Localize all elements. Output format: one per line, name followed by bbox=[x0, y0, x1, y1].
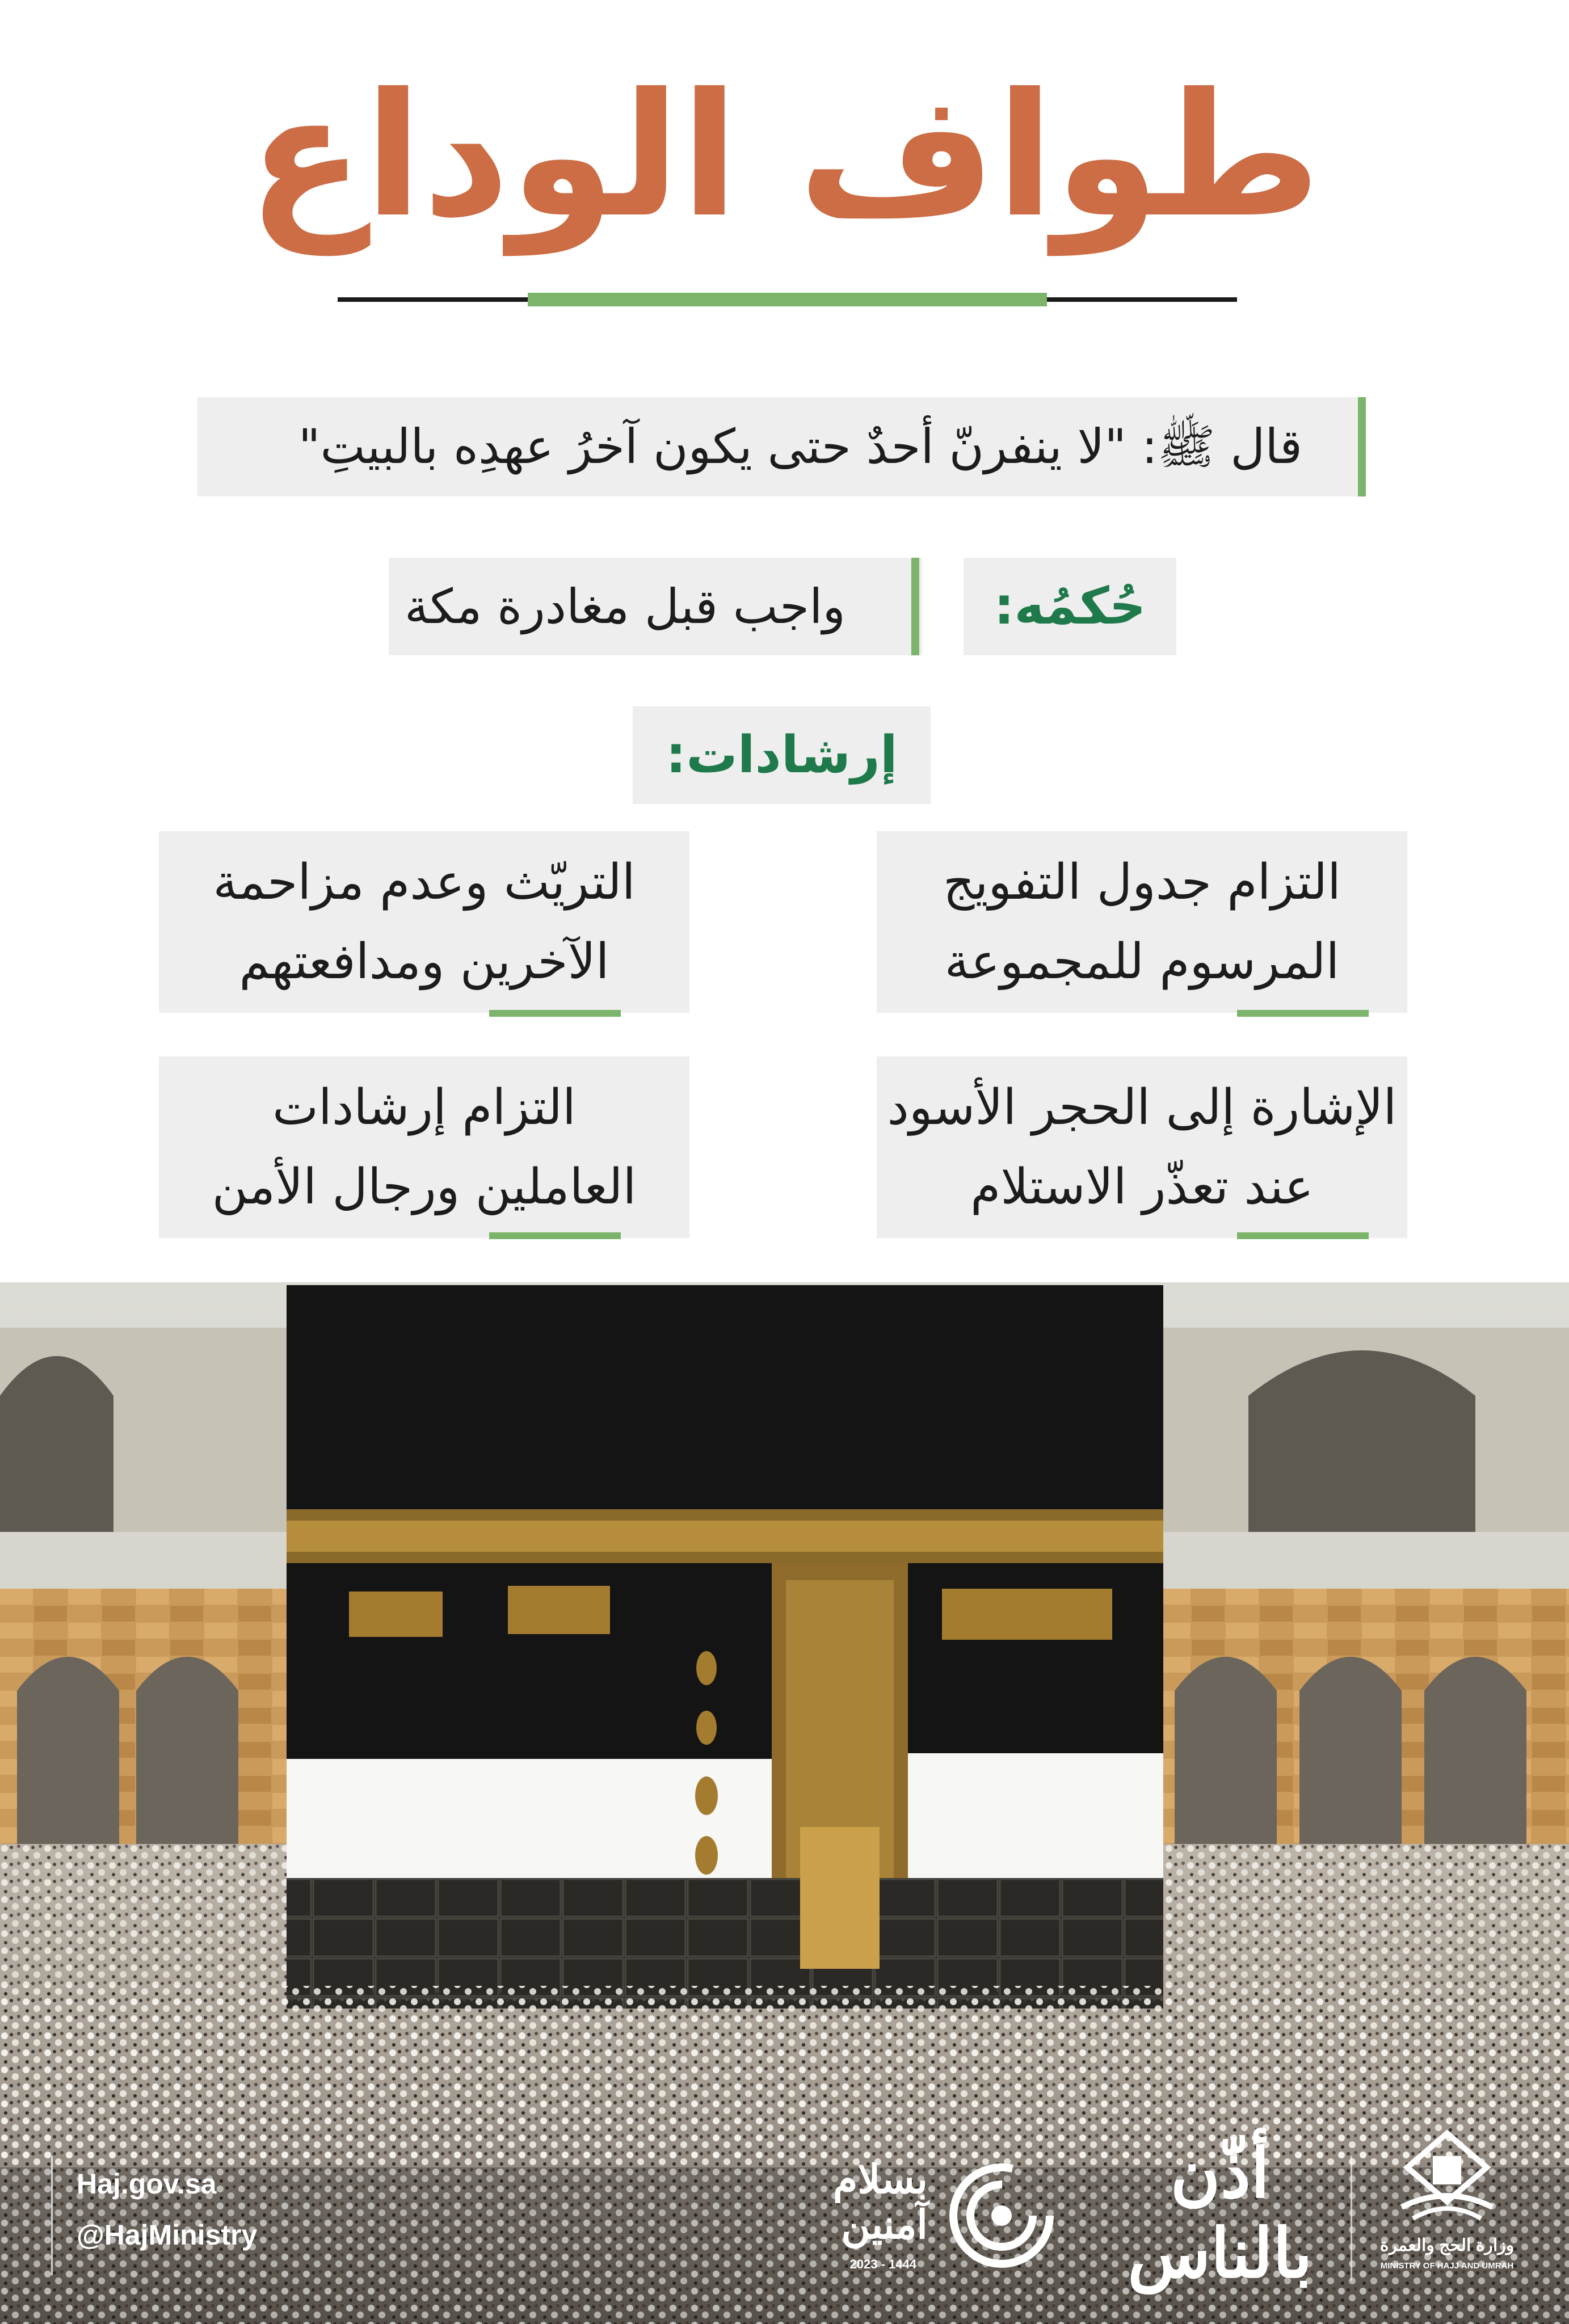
card-underline bbox=[489, 1232, 621, 1239]
card-underline bbox=[1237, 1010, 1369, 1017]
slogan-calligraphy: أذّن بالناس bbox=[1128, 2133, 1313, 2293]
ministry-logo bbox=[1362, 2128, 1532, 2292]
website-link[interactable]: Haj.gov.sa bbox=[77, 2168, 217, 2200]
guidance-card-line: الآخرين ومدافعتهم bbox=[239, 933, 609, 990]
card-underline bbox=[1237, 1232, 1369, 1239]
ministry-logo-icon bbox=[1390, 2128, 1504, 2224]
campaign-swirl-icon bbox=[945, 2159, 1058, 2272]
guidance-card bbox=[877, 831, 1407, 1013]
campaign-years: 2023 - 1444 bbox=[849, 2257, 916, 2271]
campaign-logo bbox=[792, 2156, 1058, 2281]
guidance-card-line: التزام جدول التفويج bbox=[943, 854, 1341, 911]
ministry-name-en: MINISTRY OF HAJJ AND UMRAH bbox=[1380, 2261, 1514, 2271]
campaign-line: آمنين bbox=[841, 2203, 928, 2247]
kaaba-photo bbox=[0, 1282, 1569, 2324]
guidance-card-line: عند تعذّر الاستلام bbox=[970, 1159, 1314, 1215]
card-underline bbox=[489, 1010, 621, 1017]
hadith-quote: قال ﷺ: "لا ينفرنّ أحدٌ حتى يكون آخرُ عهدِه بالبيتِ" bbox=[197, 397, 1365, 496]
campaign-line: بسلام bbox=[832, 2157, 928, 2201]
ruling-value: واجب قبل مغادرة مكة bbox=[389, 558, 922, 655]
ruling-accent-bar bbox=[911, 558, 919, 655]
guidance-card bbox=[877, 1056, 1407, 1238]
footer-divider bbox=[51, 2156, 53, 2275]
guidance-card-line: التزام إرشادات bbox=[272, 1079, 576, 1136]
title-divider-accent bbox=[528, 293, 1047, 306]
ministry-name-ar: وزارة الحج والعمرة bbox=[1379, 2236, 1515, 2255]
quote-accent-bar bbox=[1358, 397, 1366, 496]
ruling-label: حُكمُه: bbox=[964, 558, 1176, 655]
guidance-card-line: المرسوم للمجموعة bbox=[944, 933, 1340, 990]
social-handle[interactable]: @HajMinistry bbox=[77, 2219, 258, 2251]
guidance-card-line: العاملين ورجال الأمن bbox=[212, 1159, 637, 1215]
guidance-card bbox=[159, 1056, 689, 1238]
guidance-card-line: التريّث وعدم مزاحمة bbox=[213, 854, 636, 911]
page-title: طواف الوداع bbox=[247, 57, 1322, 255]
guidance-card bbox=[159, 831, 689, 1013]
guidance-card-line: الإشارة إلى الحجر الأسود bbox=[887, 1079, 1397, 1136]
guidance-label: إرشادات: bbox=[633, 706, 931, 804]
footer-separator bbox=[1351, 2156, 1352, 2281]
